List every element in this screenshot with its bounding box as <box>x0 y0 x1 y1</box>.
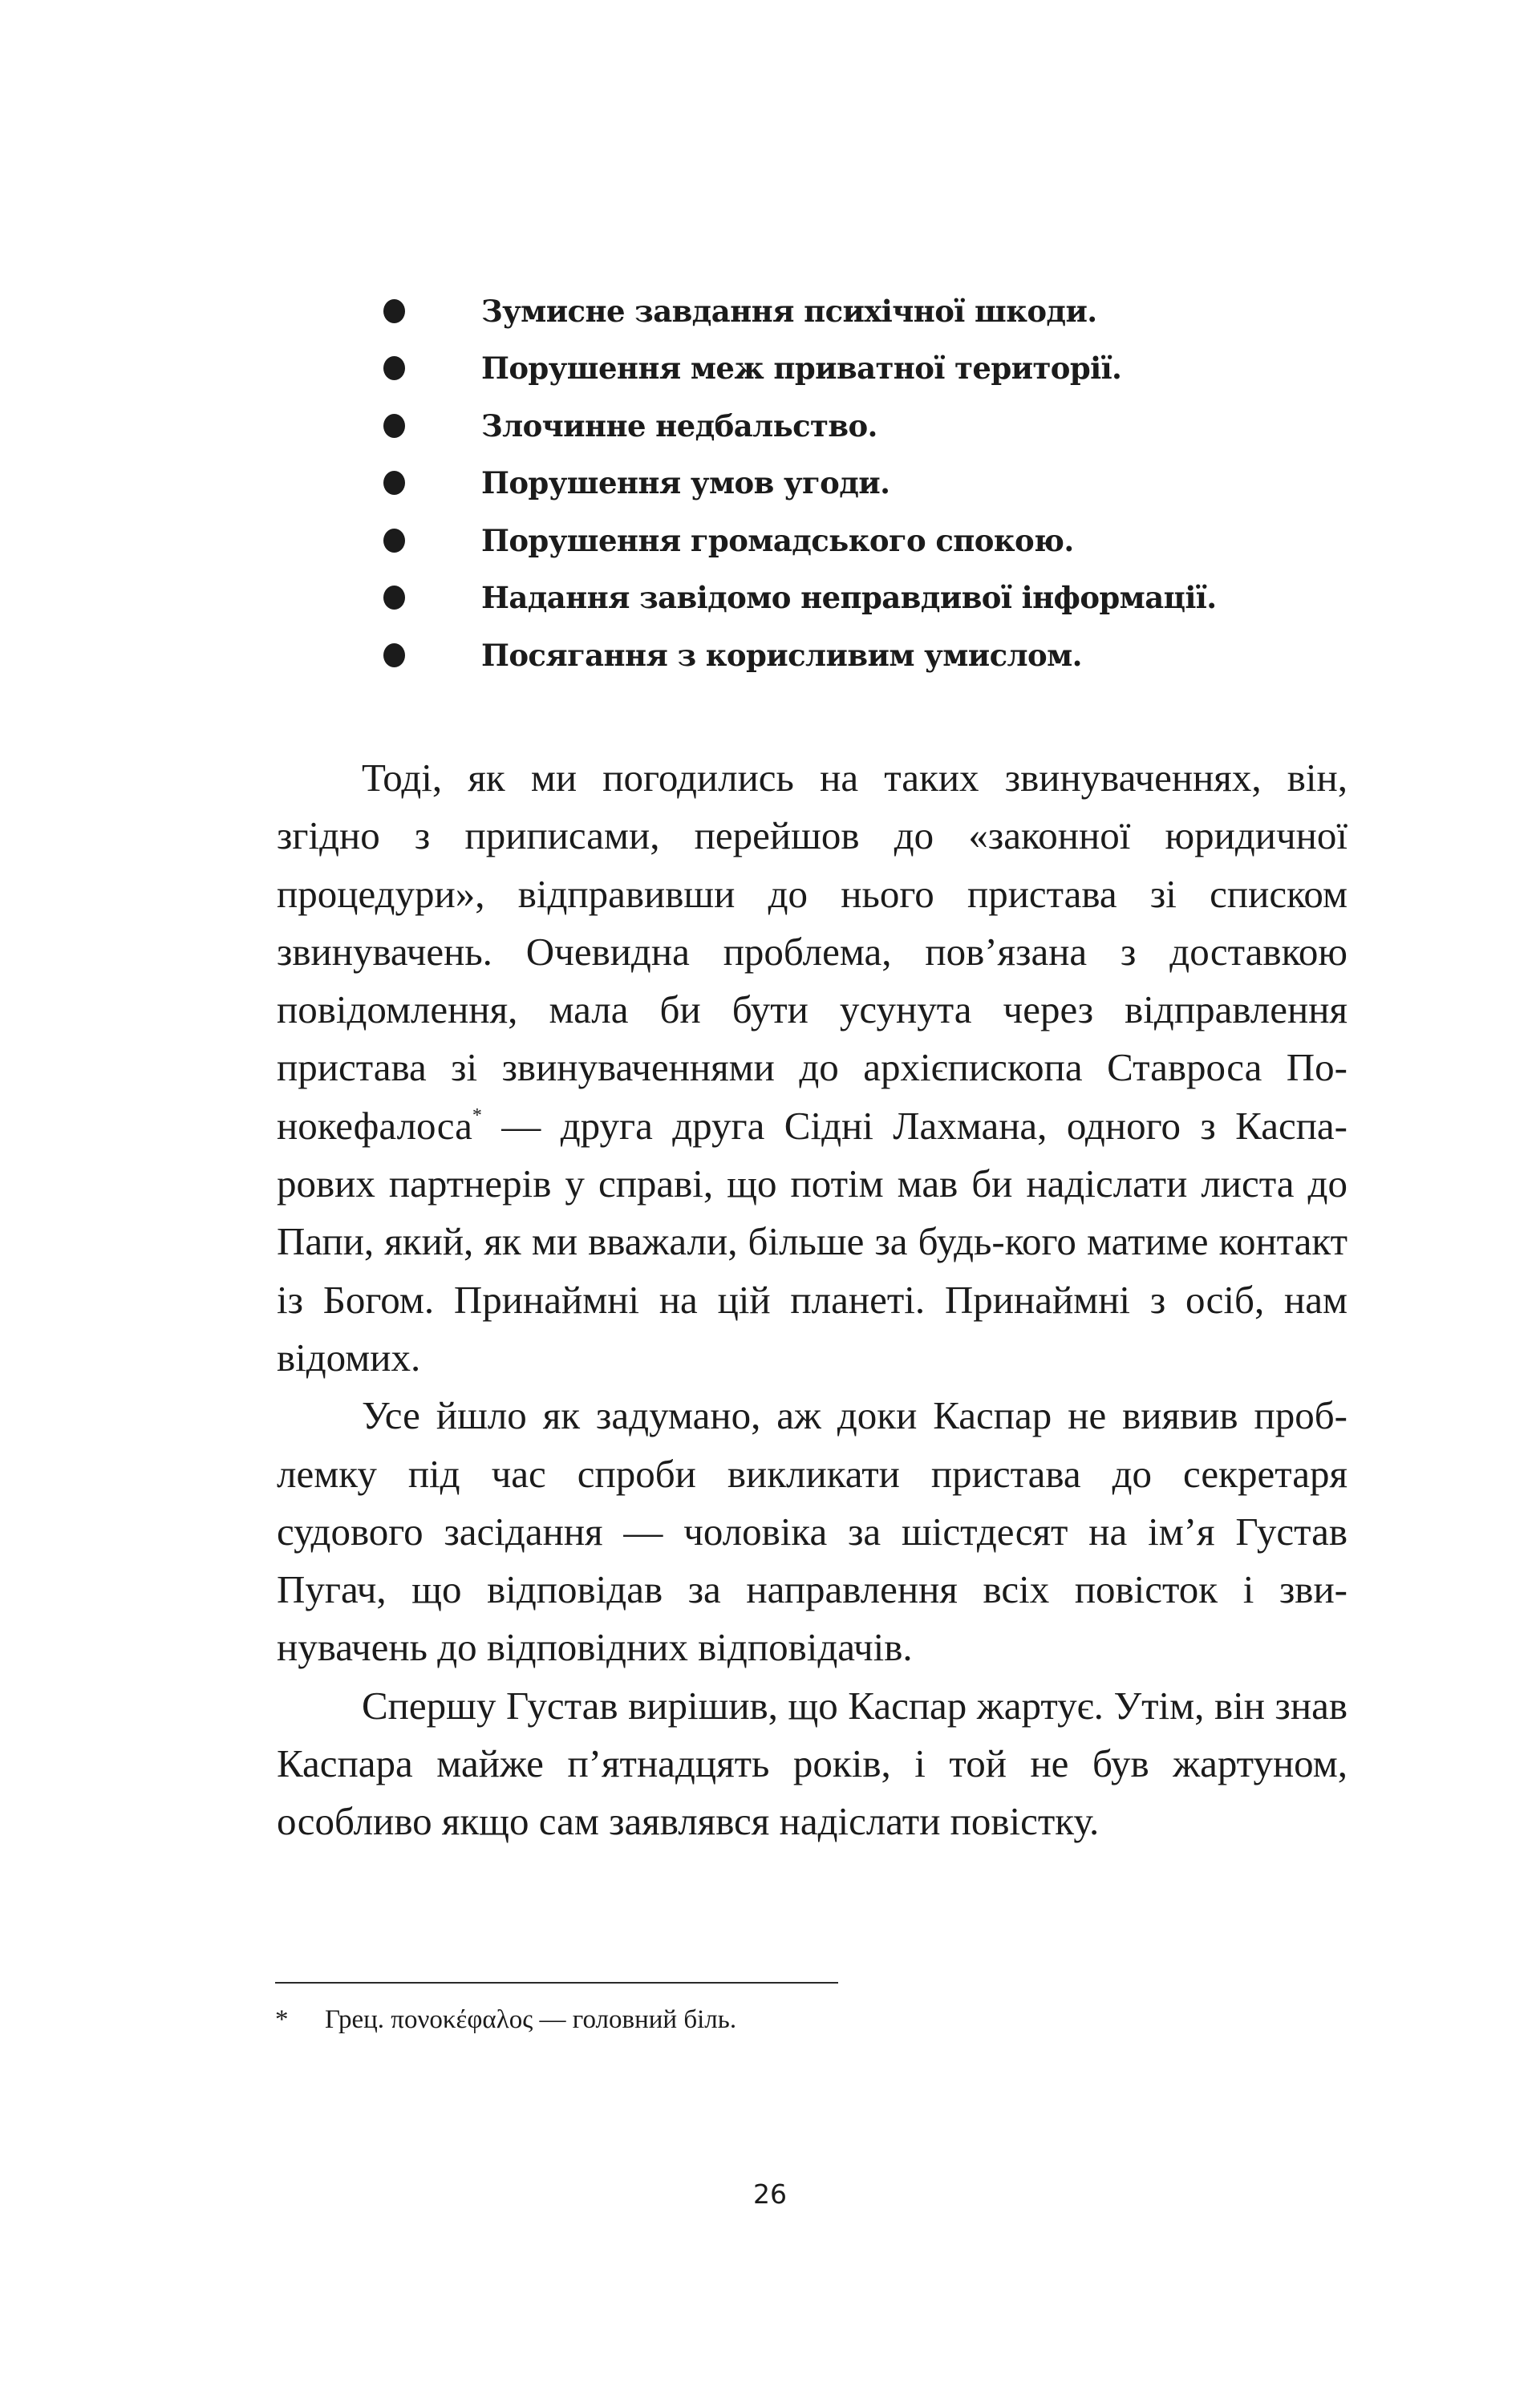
list-item-text: Злочинне недбальство. <box>481 407 877 444</box>
body-text <box>277 749 1348 1851</box>
list-item <box>383 397 1426 455</box>
footnote <box>275 2002 1318 2037</box>
list-item-text: Порушення меж приватної території. <box>481 351 1122 387</box>
list-item-text: Зумисне завдання психічної шкоди. <box>481 293 1097 329</box>
list-item-text: Порушення умов угоди. <box>481 465 890 501</box>
bullet-icon <box>383 643 405 667</box>
paragraph-text: Тоді, як ми погодились на таких звинуваченнях, він, згідно з приписами, перейшов до «законної юридичної процедури», відправивши до нього пристава зі списком звинувачень. Очевидна проблема, пов’язана з доставкою повідомлення, мала би бути усунута через відправлення пристава зі звинуваченнями до архієпископа Ставроса Понокефалоса <box>277 756 1348 1148</box>
list-item <box>383 512 1426 569</box>
list-item-text: Надання завідомо неправдивої інформації. <box>481 580 1217 616</box>
bullet-icon <box>383 299 405 323</box>
footnote-marker: * <box>275 2005 289 2034</box>
bullet-icon <box>383 586 405 610</box>
paragraph: Усе йшло як задумано, аж доки Каспар не виявив проблемку під час спроби викликати пристава до секретаря судового засідання — чоловіка за шістдесят на ім’я Густав Пугач, що відповідав за направлення всіх повісток і звинувачень до відповідних відповідачів. <box>277 1393 1348 1670</box>
bullet-icon <box>383 529 405 553</box>
charges-list <box>383 282 1426 684</box>
bullet-icon <box>383 414 405 438</box>
list-item <box>383 455 1426 513</box>
footnote-text: Грец. πονοκέφαλος — головний біль. <box>325 2005 737 2034</box>
bullet-icon <box>383 471 405 495</box>
bullet-icon <box>383 356 405 380</box>
list-item <box>383 282 1426 340</box>
footnote-reference[interactable]: * <box>472 1104 482 1126</box>
list-item <box>383 340 1426 398</box>
footnote-divider <box>275 1982 838 1984</box>
list-item <box>383 626 1426 684</box>
page-number: 26 <box>753 2178 787 2210</box>
paragraph: Спершу Густав вирішив, що Каспар жартує. Утім, він знав Каспара майже п’ятнадцять років, і той не був жартуном, особливо якщо сам заявлявся надіслати повістку. <box>277 1683 1348 1844</box>
paragraph-text: — друга друга Сідні Лахмана, одного з Каспарових партнерів у справі, що потім мав би надіслати листа до Папи, який, як ми вважали, більше за будь-кого матиме контакт із Богом. Принаймні на цій планеті. Принаймні з осіб, нам відомих. <box>277 1103 1348 1380</box>
list-item-text: Порушення громадського спокою. <box>481 522 1074 558</box>
paragraph <box>277 749 1348 1387</box>
list-item-text: Посягання з корисливим умислом. <box>481 637 1082 673</box>
list-item <box>383 569 1426 627</box>
